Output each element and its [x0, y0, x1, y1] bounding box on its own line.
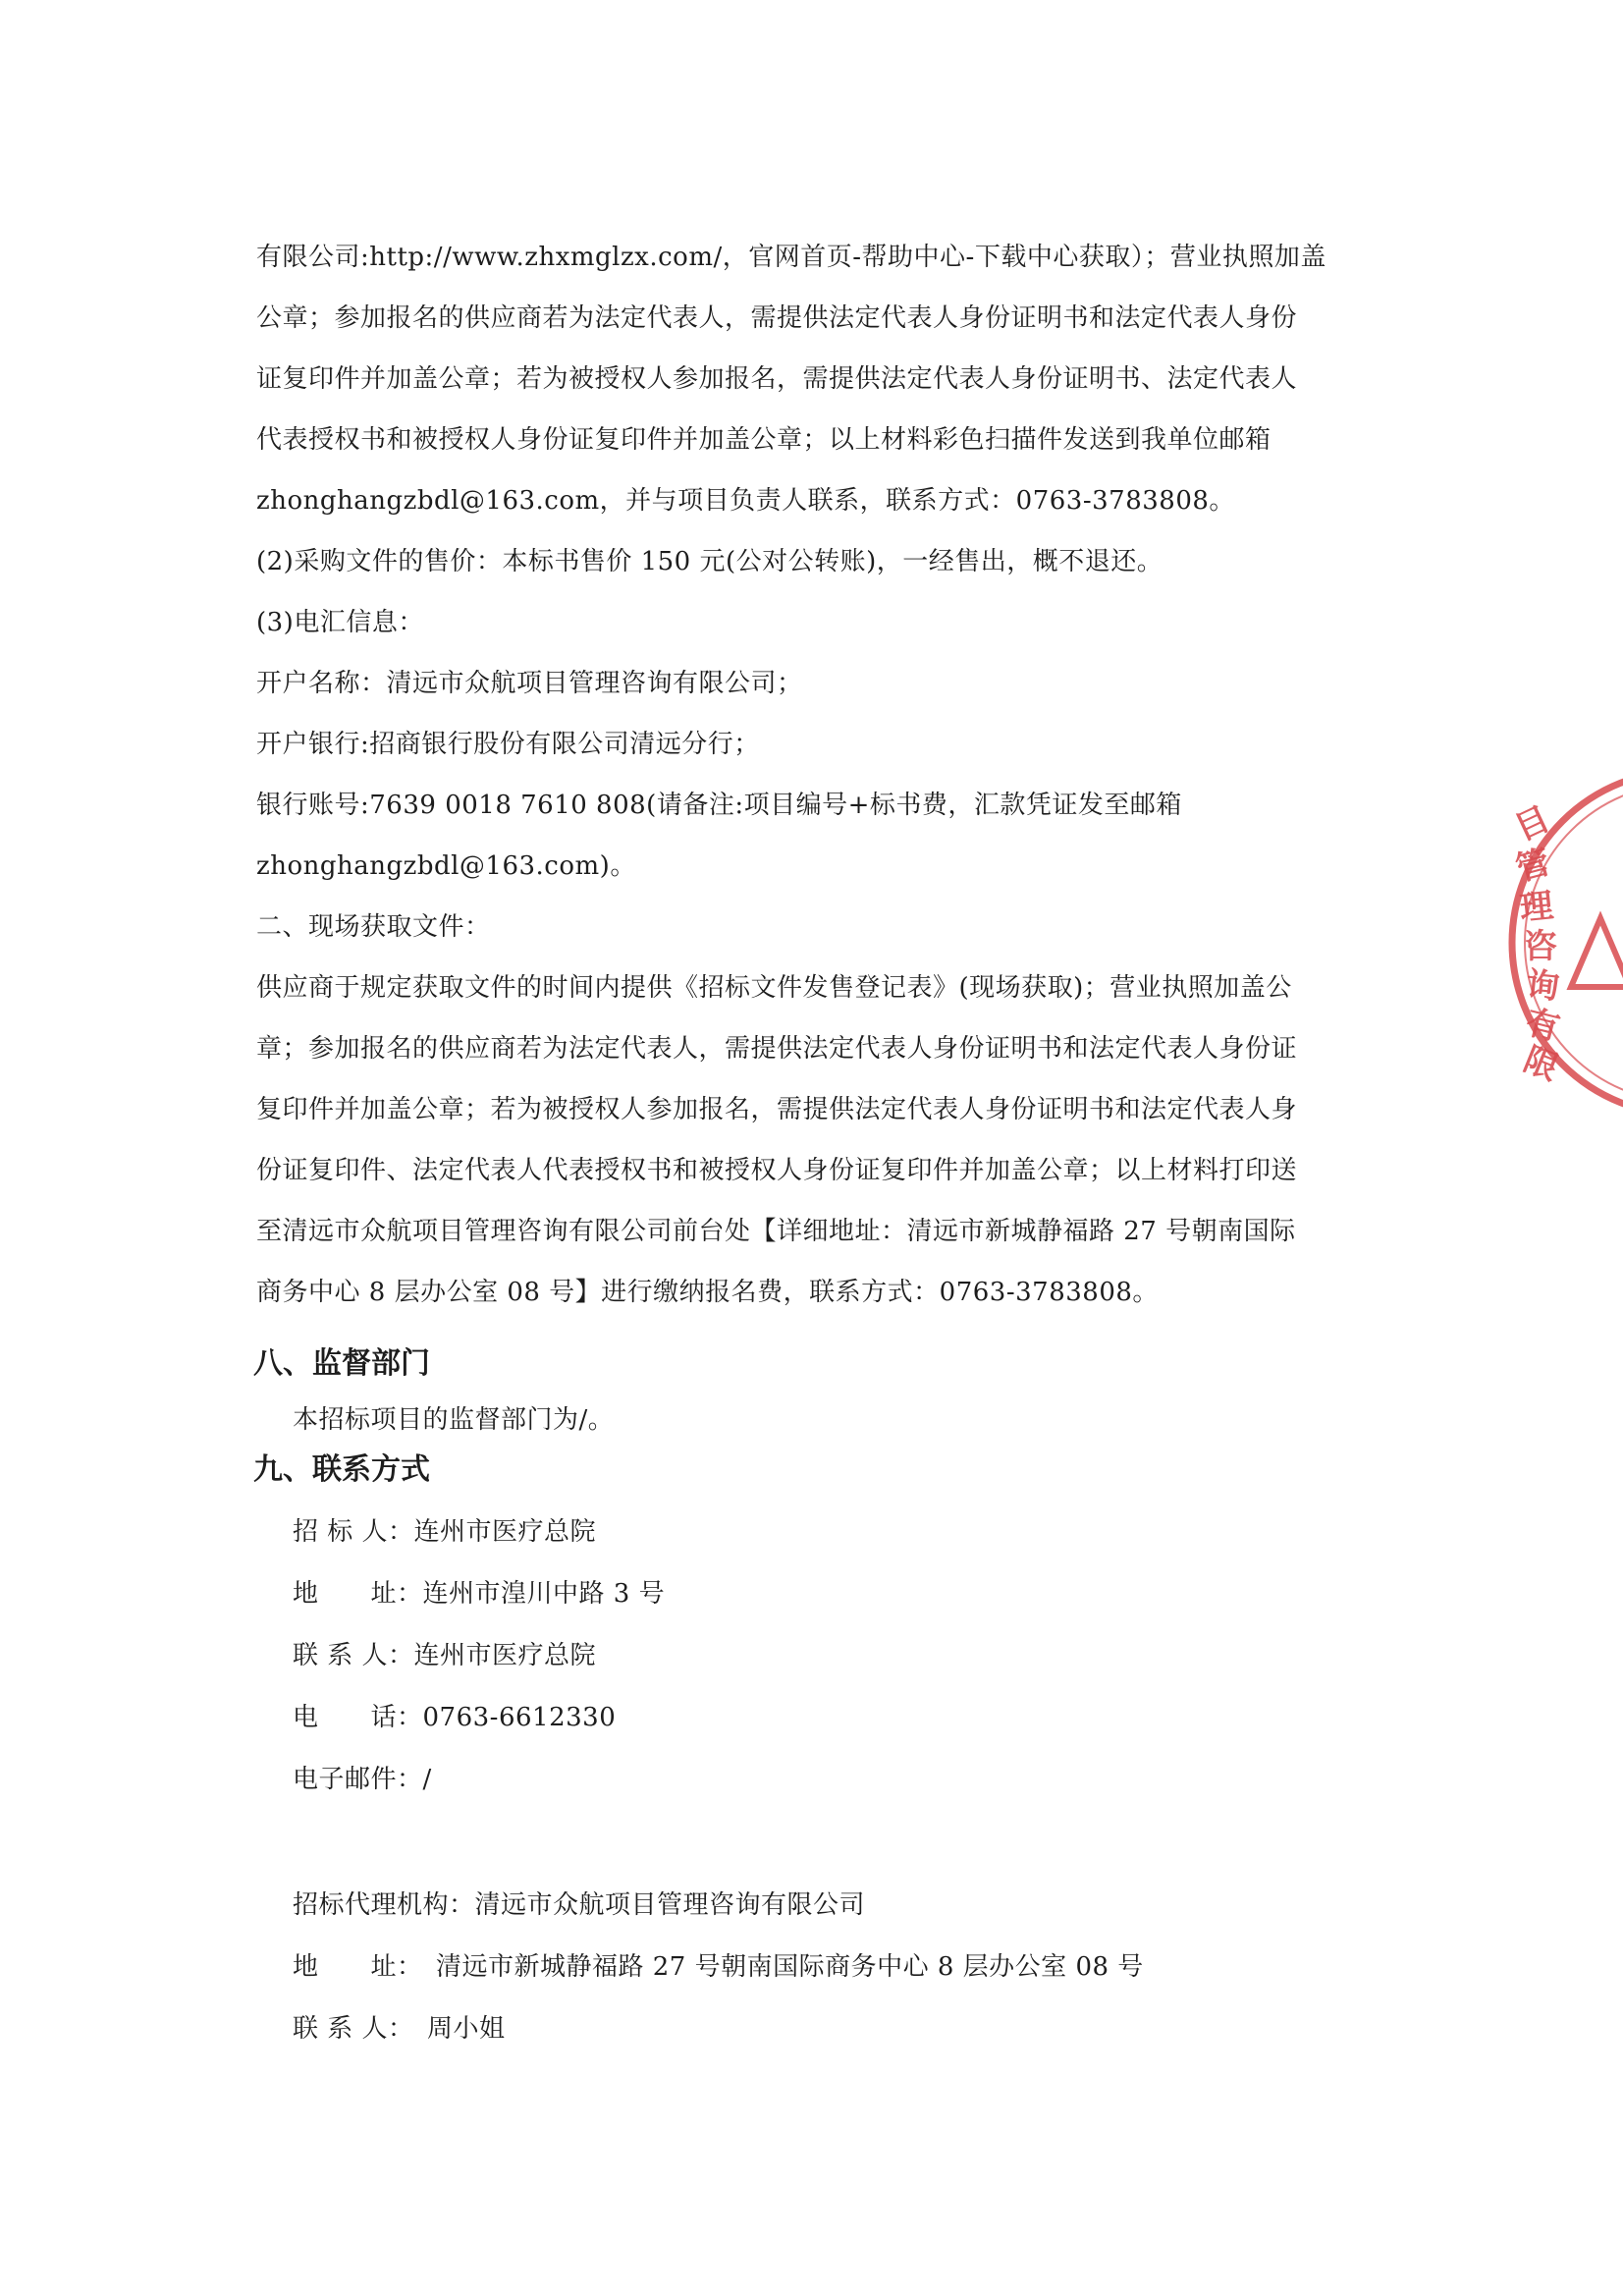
price-line: (2)采购文件的售价：本标书售价 150 元(公对公转账)，一经售出，概不退还。: [256, 547, 1163, 576]
svg-text:询: 询: [1524, 964, 1562, 1008]
svg-text:理: 理: [1517, 886, 1555, 929]
paragraph-line: 至清远市众航项目管理咨询有限公司前台处【详细地址：清远市新城静福路 27 号朝南国际: [256, 1217, 1296, 1246]
svg-text:咨: 咨: [1524, 927, 1557, 966]
section-8-heading: 八、监督部门: [253, 1346, 430, 1381]
svg-text:目: 目: [1508, 798, 1556, 849]
section-9-heading: 九、联系方式: [253, 1452, 430, 1487]
svg-text:有: 有: [1521, 1002, 1564, 1049]
supervision-text: 本招标项目的监督部门为/。: [293, 1405, 615, 1435]
agency-contact: 联 系 人： 周小姐: [293, 2014, 506, 2044]
paragraph-line: 复印件并加盖公章；若为被授权人参加报名，需提供法定代表人身份证明书和法定代表人身: [256, 1095, 1298, 1124]
agency-address: 地 址： 清远市新城静福路 27 号朝南国际商务中心 8 层办公室 08 号: [293, 1952, 1144, 1982]
company-seal: [1502, 761, 1623, 1115]
account-name-line: 开户名称：清远市众航项目管理咨询有限公司；: [256, 669, 803, 698]
onsite-title: 二、现场获取文件：: [256, 912, 491, 942]
tenderer-phone: 电 话：0763-6612330: [293, 1703, 617, 1732]
tenderer-address: 地 址：连州市湟川中路 3 号: [293, 1579, 666, 1609]
paragraph-line: 供应商于规定获取文件的时间内提供《招标文件发售登记表》(现场获取)；营业执照加盖公: [256, 973, 1292, 1003]
paragraph-line: 章；参加报名的供应商若为法定代表人，需提供法定代表人身份证明书和法定代表人身份证: [256, 1034, 1298, 1064]
remittance-title: (3)电汇信息：: [256, 608, 424, 637]
paragraph-line: 份证复印件、法定代表人代表授权书和被授权人身份证复印件并加盖公章；以上材料打印送: [256, 1156, 1298, 1185]
paragraph-line: 代表授权书和被授权人身份证复印件并加盖公章；以上材料彩色扫描件发送到我单位邮箱: [256, 425, 1271, 455]
tenderer-email: 电子邮件：/: [293, 1765, 432, 1794]
paragraph-line: 公章；参加报名的供应商若为法定代表人，需提供法定代表人身份证明书和法定代表人身份: [256, 303, 1298, 333]
paragraph-line: zhonghangzbdl@163.com，并与项目负责人联系，联系方式：0763-3783808。: [256, 486, 1235, 516]
tenderer-name: 招 标 人：连州市医疗总院: [293, 1517, 597, 1547]
account-email-line: zhonghangzbdl@163.com)。: [256, 851, 636, 881]
bank-line: 开户银行:招商银行股份有限公司清远分行；: [256, 730, 760, 759]
account-number-line: 银行账号:7639 0018 7610 808(请备注:项目编号+标书费，汇款凭证发至邮箱: [256, 791, 1182, 820]
svg-text:限: 限: [1518, 1039, 1564, 1089]
paragraph-line: 商务中心 8 层办公室 08 号】进行缴纳报名费，联系方式：0763-3783808。: [256, 1278, 1159, 1307]
svg-text:管: 管: [1511, 842, 1555, 890]
paragraph-line: 证复印件并加盖公章；若为被授权人参加报名，需提供法定代表人身份证明书、法定代表人: [256, 364, 1298, 394]
paragraph-line: 有限公司:http://www.zhxmglzx.com/，官网首页-帮助中心-下载中心获取）；营业执照加盖: [256, 243, 1326, 272]
agency-name: 招标代理机构：清远市众航项目管理咨询有限公司: [293, 1890, 866, 1920]
tenderer-contact: 联 系 人：连州市医疗总院: [293, 1641, 597, 1670]
